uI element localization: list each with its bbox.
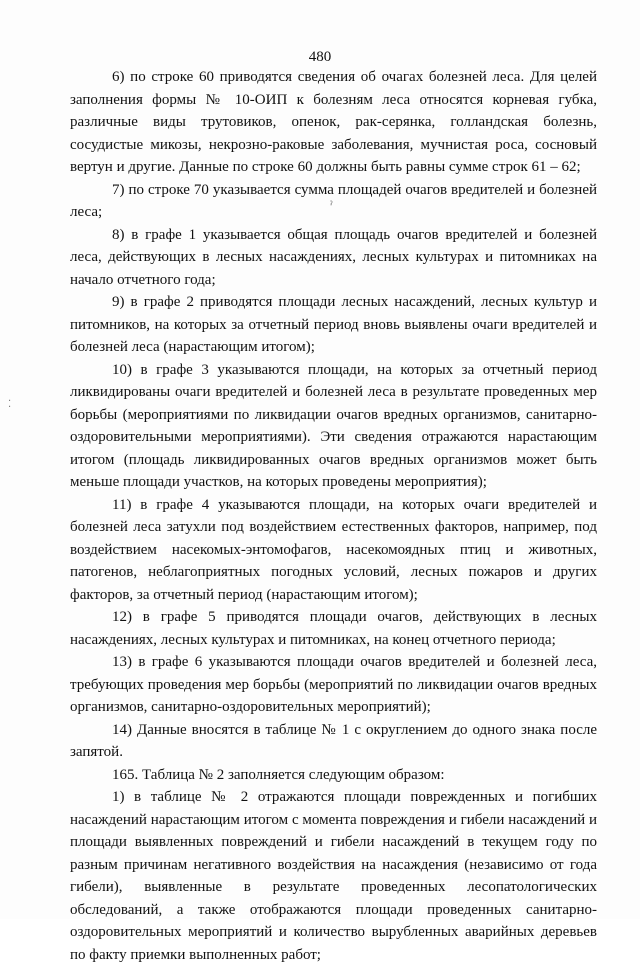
page-number: 480 — [308, 49, 332, 65]
paragraph-item-7: 7) по строке 70 указывается сумма площадей очагов вредителей и болезней леса; — [70, 181, 597, 220]
paragraph-item-8: 8) в графе 1 указывается общая площадь очагов вредителей и болезней леса, действующих в лесных насаждениях, лесных культурах и питомниках на начало отчетного года; — [70, 226, 597, 288]
paragraph-item-10: 10) в графе 3 указываются площади, на которых за отчетный период ликвидированы очаги вредителей и болезней леса в результате проведенных мер борьбы (мероприятиями по ликвидации очагов вредных организмов, санитарно-оздоровительными мероприятиями). Эти сведения отражаются нарастающим итогом (площадь ликвидированных очагов вредных организмов может быть меньше площади участков, на которых проведены мероприятия); — [70, 361, 597, 490]
paragraph-item-11: 11) в графе 4 указываются площади, на которых очаги вредителей и болезней леса затухли под воздействием естественных факторов, например, под воздействием насекомых-энтомофагов, насекомоядных птиц и животных, патогенов, неблагоприятных погодных условий, лесных пожаров и других факторов, за отчетный период (нарастающим итогом); — [70, 496, 597, 603]
document-body — [70, 66, 597, 966]
paragraph-section-165-item-1: 1) в таблице № 2 отражаются площади поврежденных и погибших насаждений нарастающим итогом с момента повреждения и гибели насаждений и площади выявленных повреждений и гибели насаждений в текущем году по разным причинам негативного воздействия на насаждения (независимо от года гибели), выявленные в результате проведенных лесопатологических обследований, а также отображаются площади проведенных санитарно-оздоровительных мероприятий и количество вырубленных аварийных деревьев по факту приемки выполненных работ; — [70, 789, 597, 963]
stray-scan-mark: ˀ — [330, 200, 333, 211]
paragraph-item-12: 12) в графе 5 приводятся площади очагов, действующих в лесных насаждениях, лесных культурах и питомниках, на конец отчетного периода; — [70, 609, 597, 648]
margin-scan-mark: ⁚ — [8, 399, 12, 410]
paragraph-item-13: 13) в графе 6 указываются площади очагов вредителей и болезней леса, требующих проведения мер борьбы (мероприятий по ликвидации очагов вредных организмов, санитарно-оздоровительных мероприятий); — [70, 654, 597, 715]
paragraph-item-14: 14) Данные вносятся в таблице № 1 с округлением до одного знака после запятой. — [70, 721, 597, 760]
paragraph-item-6: 6) по строке 60 приводятся сведения об очагах болезней леса. Для целей заполнения формы № 10-ОИП к болезням леса относятся корневая губка, различные виды трутовиков, опенок, рак-серянка, голландская болезнь, сосудистые микозы, некрозно-раковые заболевания, мучнистая роса, сосновый вертун и другие. Данные по строке 60 должны быть равны сумме строк 61 – 62; — [70, 69, 597, 175]
paragraph-section-165: 165. Таблица № 2 заполняется следующим образом: — [112, 766, 445, 783]
paragraph-item-9: 9) в графе 2 приводятся площади лесных насаждений, лесных культур и питомников, на которых за отчетный период вновь выявлены очаги вредителей и болезней леса (нарастающим итогом); — [70, 294, 597, 355]
